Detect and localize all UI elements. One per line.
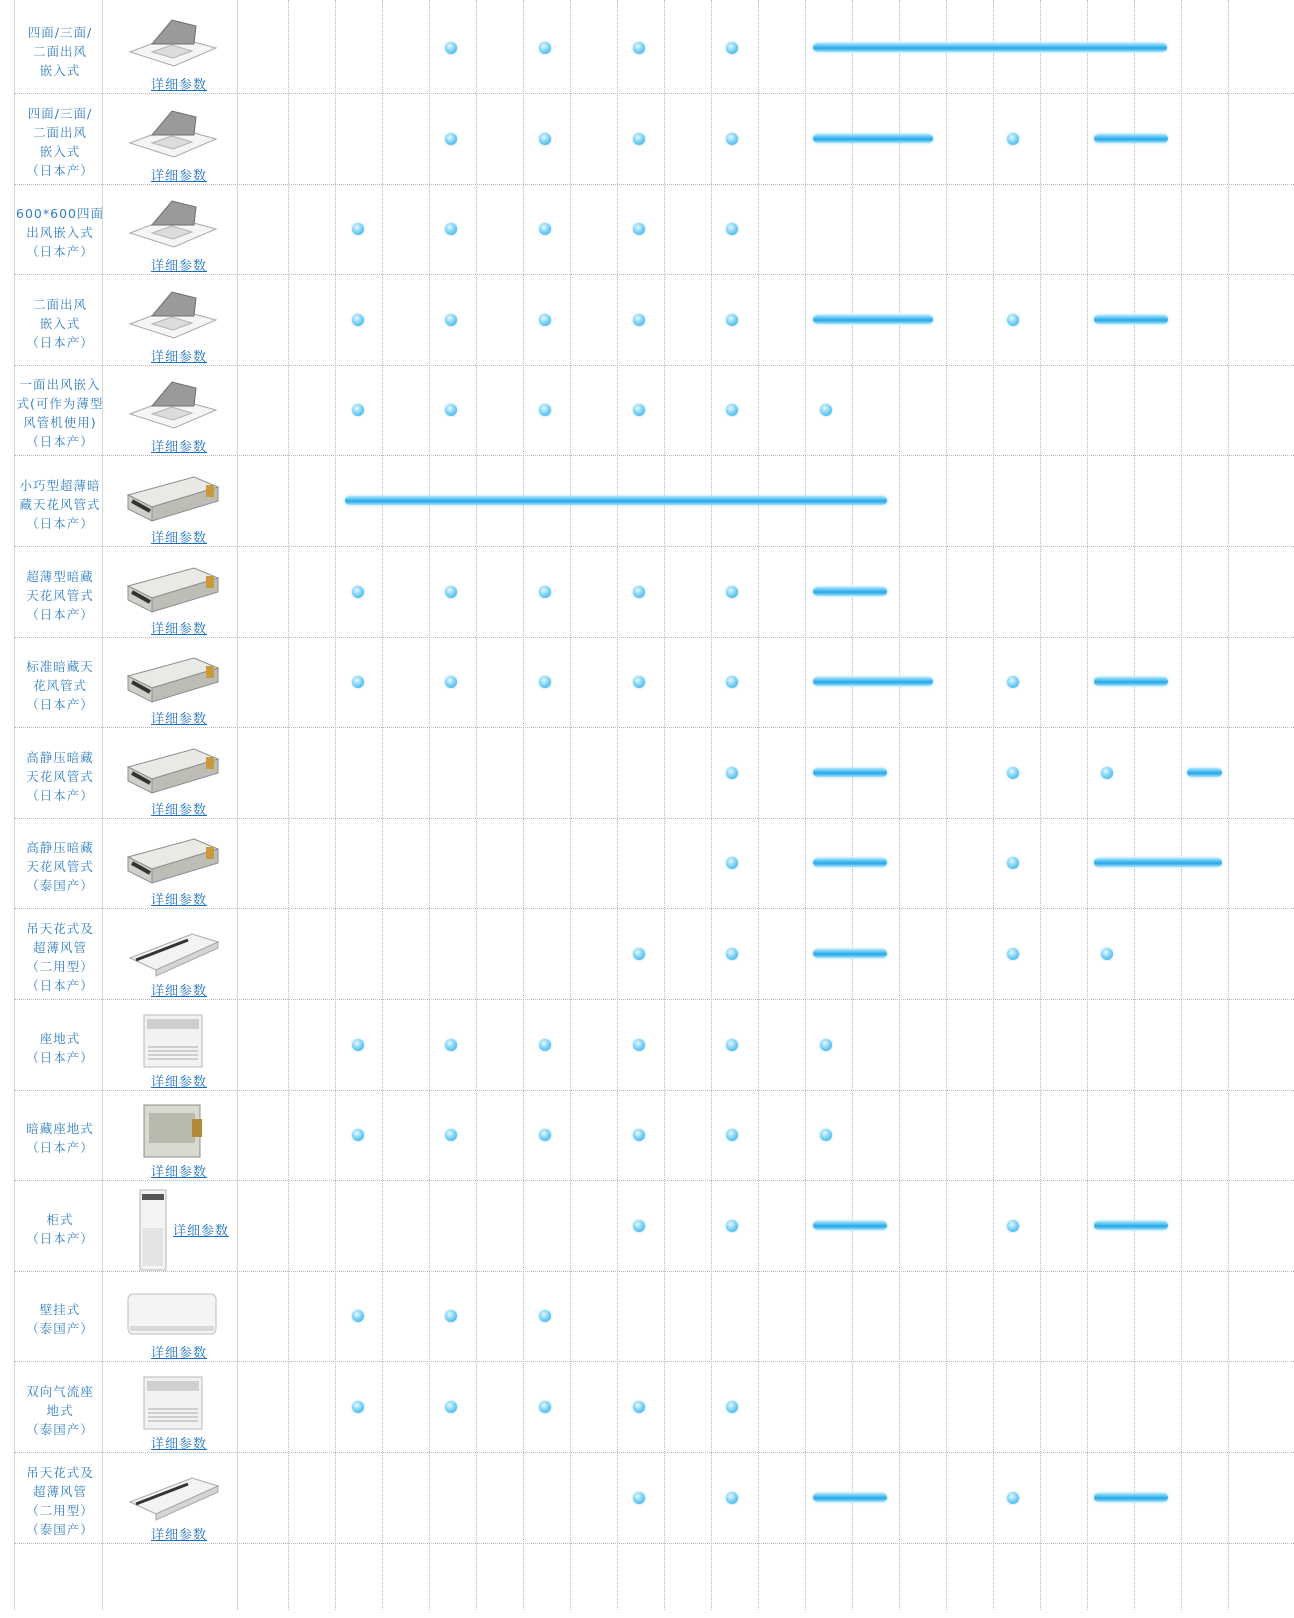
product-name: 暗藏座地式 （日本产）: [26, 1121, 94, 1155]
product-name: 小巧型超薄暗 藏天花风管式 （日本产）: [19, 477, 101, 531]
availability-range-bar: [813, 315, 933, 324]
product-row: [14, 548, 1294, 642]
wall-mounted-unit-icon: [122, 1282, 222, 1342]
availability-dot: [1007, 314, 1019, 326]
availability-dot: [445, 1310, 457, 1322]
availability-dot: [726, 586, 738, 598]
availability-dot: [726, 767, 738, 779]
availability-range-bar: [1094, 315, 1168, 324]
high-pressure-duct-icon: [122, 739, 222, 799]
availability-dot: [539, 133, 551, 145]
product-row: [14, 185, 1294, 279]
product-name: 壁挂式 （泰国产）: [26, 1302, 94, 1336]
availability-dot: [352, 1310, 364, 1322]
detail-params-link[interactable]: 详细参数: [151, 440, 208, 455]
availability-dot: [726, 1220, 738, 1232]
standard-duct-unit-icon: [122, 648, 222, 708]
product-row: [14, 1001, 1294, 1095]
availability-dot: [352, 586, 364, 598]
availability-dot: [445, 404, 457, 416]
detail-params-link[interactable]: 详细参数: [151, 531, 208, 546]
detail-params-link[interactable]: 详细参数: [151, 984, 208, 999]
availability-range-bar: [813, 949, 887, 958]
availability-dot: [352, 1129, 364, 1141]
availability-dot: [633, 404, 645, 416]
product-name: 吊天花式及 超薄风管 （二用型） （日本产）: [26, 921, 94, 993]
availability-dot: [539, 1401, 551, 1413]
availability-dot: [352, 1401, 364, 1413]
availability-dot: [726, 1492, 738, 1504]
product-row: [14, 366, 1294, 460]
availability-dot: [726, 857, 738, 869]
availability-dot: [633, 1220, 645, 1232]
two-way-cassette-icon: [122, 286, 222, 346]
product-name: 四面/三面/ 二面出风 嵌入式 （日本产）: [26, 106, 94, 178]
availability-dot: [633, 133, 645, 145]
cassette-unit-icon: [122, 105, 222, 165]
availability-dot: [820, 1039, 832, 1051]
slim-duct-unit-icon: [122, 467, 222, 527]
availability-dot: [1101, 948, 1113, 960]
availability-range-bar: [813, 677, 933, 686]
ceiling-suspended-unit-icon: [122, 1464, 222, 1524]
detail-params-link[interactable]: 详细参数: [151, 259, 208, 274]
availability-dot: [1007, 948, 1019, 960]
product-row: [14, 1091, 1294, 1185]
availability-dot: [726, 948, 738, 960]
availability-dot: [445, 42, 457, 54]
detail-params-link[interactable]: 详细参数: [151, 78, 208, 93]
ceiling-suspended-unit-icon: [122, 920, 222, 980]
product-name: 600*600四面 出风嵌入式 （日本产）: [16, 205, 104, 259]
availability-dot: [539, 1310, 551, 1322]
availability-dot: [633, 1492, 645, 1504]
availability-range-bar: [1094, 1493, 1168, 1502]
availability-dot: [445, 1129, 457, 1141]
availability-dot: [726, 1401, 738, 1413]
availability-dot: [726, 133, 738, 145]
compact-cassette-icon: [122, 195, 222, 255]
availability-dot: [1007, 767, 1019, 779]
slim-duct-unit-icon: [122, 558, 222, 618]
availability-range-bar: [813, 587, 887, 596]
availability-range-bar: [1094, 1221, 1168, 1230]
availability-range-bar: [1094, 134, 1168, 143]
availability-dot: [633, 314, 645, 326]
availability-range-bar: [813, 858, 887, 867]
detail-params-link[interactable]: 详细参数: [151, 1528, 208, 1543]
detail-params-link[interactable]: 详细参数: [173, 1224, 230, 1239]
product-name: 二面出风 嵌入式 （日本产）: [26, 296, 94, 350]
product-row: [14, 1272, 1294, 1366]
availability-range-bar: [345, 496, 887, 505]
availability-dot: [445, 1401, 457, 1413]
availability-dot: [539, 586, 551, 598]
product-name: 一面出风嵌入 式(可作为薄型 风管机使用) （日本产）: [16, 377, 104, 449]
availability-dot: [726, 223, 738, 235]
availability-dot: [352, 314, 364, 326]
one-way-cassette-icon: [122, 376, 222, 436]
availability-range-bar: [813, 1493, 887, 1502]
availability-dot: [633, 676, 645, 688]
detail-params-link[interactable]: 详细参数: [151, 350, 208, 365]
product-name: 高静压暗藏 天花风管式 （泰国产）: [26, 839, 94, 893]
availability-dot: [352, 404, 364, 416]
concealed-floor-unit-icon: [122, 1101, 222, 1161]
detail-params-link[interactable]: 详细参数: [151, 1165, 208, 1180]
availability-dot: [726, 676, 738, 688]
detail-params-link[interactable]: 详细参数: [151, 169, 208, 184]
availability-dot: [726, 404, 738, 416]
availability-dot: [445, 1039, 457, 1051]
cassette-unit-icon: [122, 14, 222, 74]
product-name: 超薄型暗藏 天花风管式 （日本产）: [26, 568, 94, 622]
product-name: 高静压暗藏 天花风管式 （日本产）: [26, 749, 94, 803]
availability-dot: [633, 1039, 645, 1051]
availability-dot: [445, 223, 457, 235]
dual-flow-floor-unit-icon: [122, 1373, 222, 1433]
availability-dot: [445, 314, 457, 326]
availability-range-bar: [1187, 768, 1222, 777]
availability-dot: [445, 676, 457, 688]
availability-dot: [726, 42, 738, 54]
availability-dot: [539, 1039, 551, 1051]
availability-dot: [445, 133, 457, 145]
availability-dot: [1007, 133, 1019, 145]
availability-dot: [445, 586, 457, 598]
availability-range-bar: [813, 768, 887, 777]
product-row: [14, 1363, 1294, 1457]
floor-standing-unit-icon: [122, 1011, 222, 1071]
availability-dot: [633, 223, 645, 235]
availability-dot: [539, 1129, 551, 1141]
product-name: 双向气流座 地式 （泰国产）: [26, 1383, 94, 1437]
availability-dot: [633, 1401, 645, 1413]
availability-dot: [352, 223, 364, 235]
availability-dot: [539, 676, 551, 688]
availability-dot: [726, 314, 738, 326]
product-name: 柜式 （日本产）: [26, 1212, 94, 1246]
availability-dot: [633, 948, 645, 960]
availability-dot: [633, 586, 645, 598]
detail-params-link[interactable]: 详细参数: [151, 1437, 208, 1452]
detail-params-link[interactable]: 详细参数: [151, 803, 208, 818]
availability-range-bar: [813, 134, 933, 143]
product-name: 座地式 （日本产）: [26, 1031, 94, 1065]
availability-dot: [633, 42, 645, 54]
availability-dot: [352, 1039, 364, 1051]
availability-dot: [539, 404, 551, 416]
availability-dot: [352, 676, 364, 688]
high-pressure-duct-icon: [122, 829, 222, 889]
availability-dot: [539, 314, 551, 326]
availability-dot: [726, 1039, 738, 1051]
product-name: 四面/三面/ 二面出风 嵌入式: [27, 24, 93, 78]
availability-range-bar: [1094, 677, 1168, 686]
availability-dot: [820, 404, 832, 416]
detail-params-link[interactable]: 详细参数: [151, 1075, 208, 1090]
availability-range-bar: [813, 43, 1167, 52]
availability-range-bar: [813, 1221, 887, 1230]
detail-params-link[interactable]: 详细参数: [151, 1346, 208, 1361]
detail-params-link[interactable]: 详细参数: [151, 712, 208, 727]
availability-dot: [820, 1129, 832, 1141]
availability-dot: [1101, 767, 1113, 779]
availability-dot: [1007, 676, 1019, 688]
availability-range-bar: [1094, 858, 1222, 867]
availability-dot: [726, 1129, 738, 1141]
availability-dot: [1007, 1492, 1019, 1504]
product-name: 吊天花式及 超薄风管 （二用型） （泰国产）: [26, 1465, 94, 1537]
availability-dot: [1007, 1220, 1019, 1232]
availability-dot: [1007, 857, 1019, 869]
product-name: 标准暗藏天 花风管式 （日本产）: [26, 658, 94, 712]
availability-dot: [539, 42, 551, 54]
cabinet-unit-icon: [132, 1188, 176, 1272]
availability-dot: [539, 223, 551, 235]
detail-params-link[interactable]: 详细参数: [151, 893, 208, 908]
detail-params-link[interactable]: 详细参数: [151, 622, 208, 637]
availability-dot: [633, 1129, 645, 1141]
